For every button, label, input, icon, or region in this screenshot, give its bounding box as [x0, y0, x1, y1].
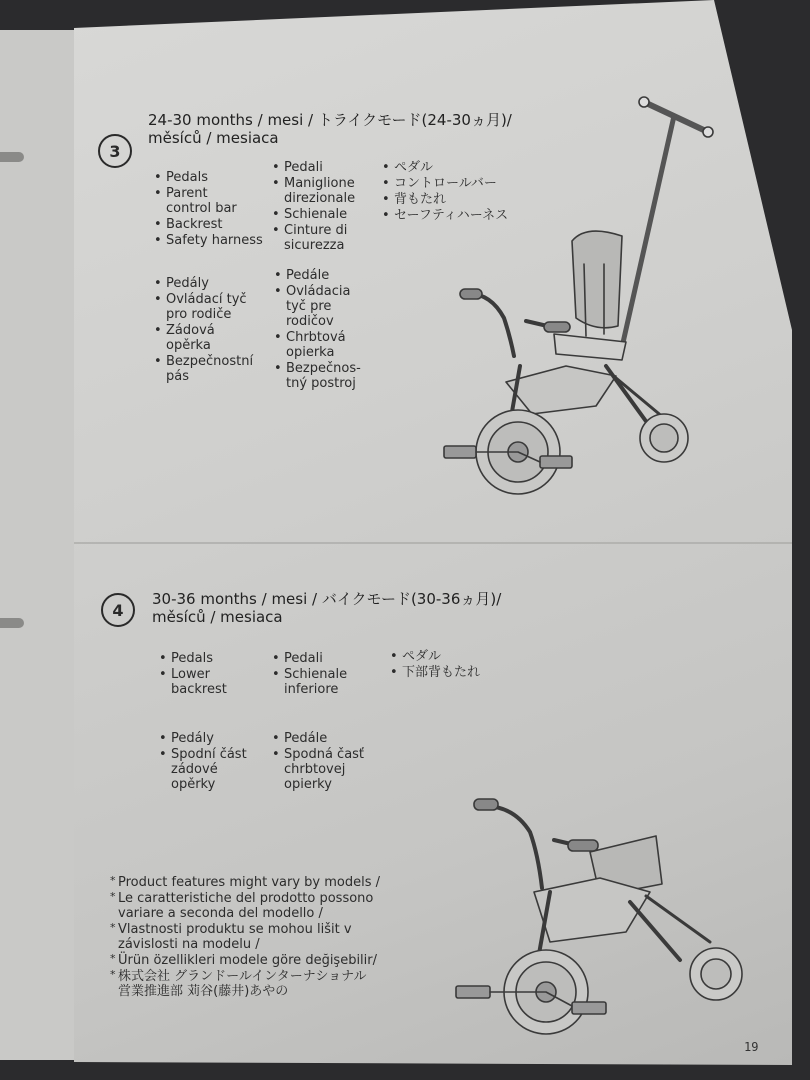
step-3-badge: 3: [98, 134, 132, 168]
list-item: • Bezpečnostní pás: [152, 354, 272, 384]
list-item: • セーフティハーネス: [380, 208, 550, 223]
step-4-col-cs: [157, 731, 267, 793]
step-4-badge: 4: [101, 593, 135, 627]
step-3-col-it: [270, 160, 380, 254]
list-item: • Lower backrest: [157, 667, 267, 697]
step-4-heading-line1: 30-36 months / mesi / バイクモード(30-36ヵ月)/: [152, 590, 502, 608]
list-item: • Pedály: [152, 276, 272, 291]
bike-mode-illustration: [450, 792, 750, 1042]
list-item: • Pedály: [157, 731, 267, 746]
footnote: * Product features might vary by models /: [110, 875, 420, 890]
list-item: • Chrbtová opierka: [272, 330, 382, 360]
footnote: * Vlastnosti produktu se mohou lišit v závislosti na modelu /: [110, 922, 420, 952]
step-3-col-en: [152, 170, 272, 249]
list-item: • Parent control bar: [152, 186, 272, 216]
list-item: • Schienale inferiore: [270, 667, 380, 697]
handlebar-fragment-top: [0, 152, 24, 162]
list-item: • Schienale: [270, 207, 380, 222]
list-item: • ペダル: [388, 649, 528, 664]
trike-mode-illustration: [436, 96, 722, 500]
list-item: • Pedals: [157, 651, 267, 666]
step-4-heading-line2: měsíců / mesiaca: [152, 608, 283, 626]
list-item: • Pedali: [270, 160, 380, 175]
footnote: * Ürün özellikleri modele göre değişebilir/: [110, 953, 420, 968]
step-3-col-sk: [272, 268, 382, 392]
step-3-heading-line1: 24-30 months / mesi / トライクモード(24-30ヵ月)/: [148, 111, 512, 129]
step-4-col-ja: [388, 649, 528, 681]
step-4-heading: [152, 590, 501, 626]
list-item: • Maniglione direzionale: [270, 176, 380, 206]
list-item: • Pedali: [270, 651, 380, 666]
list-item: • 背もたれ: [380, 192, 550, 207]
step-3-col-cs: [152, 276, 272, 385]
footnote: * Le caratteristiche del prodotto possono variare a seconda del modello /: [110, 891, 420, 921]
step-4-col-en: [157, 651, 267, 698]
step-3-heading-line2: měsíců / mesiaca: [148, 129, 279, 147]
handlebar-fragment-bottom: [0, 618, 24, 628]
list-item: • Cinture di sicurezza: [270, 223, 380, 253]
previous-page-edge: [0, 30, 80, 1060]
list-item: • ペダル: [380, 160, 550, 175]
list-item: • コントロールバー: [380, 176, 550, 191]
list-item: • Pedále: [270, 731, 380, 746]
page-fold: [74, 542, 792, 544]
list-item: • Spodná časť chrbtovej opierky: [270, 747, 380, 792]
list-item: • Safety harness: [152, 233, 272, 248]
list-item: • Pedále: [272, 268, 382, 283]
footnote: * 株式会社 グランドールインターナショナル 営業推進部 苅谷(藤井)あやの: [110, 969, 420, 999]
footnotes: [110, 875, 420, 1000]
page-number: 19: [744, 1040, 759, 1054]
list-item: • Bezpečnos- tný postroj: [272, 361, 382, 391]
list-item: • Spodní část zádové opěrky: [157, 747, 267, 792]
list-item: • Zádová opěrka: [152, 323, 272, 353]
list-item: • Ovládacia tyč pre rodičov: [272, 284, 382, 329]
step-4-col-it: [270, 651, 380, 698]
list-item: • Pedals: [152, 170, 272, 185]
list-item: • 下部背もたれ: [388, 665, 528, 680]
step-4-col-sk: [270, 731, 380, 793]
list-item: • Ovládací tyč pro rodiče: [152, 292, 272, 322]
list-item: • Backrest: [152, 217, 272, 232]
